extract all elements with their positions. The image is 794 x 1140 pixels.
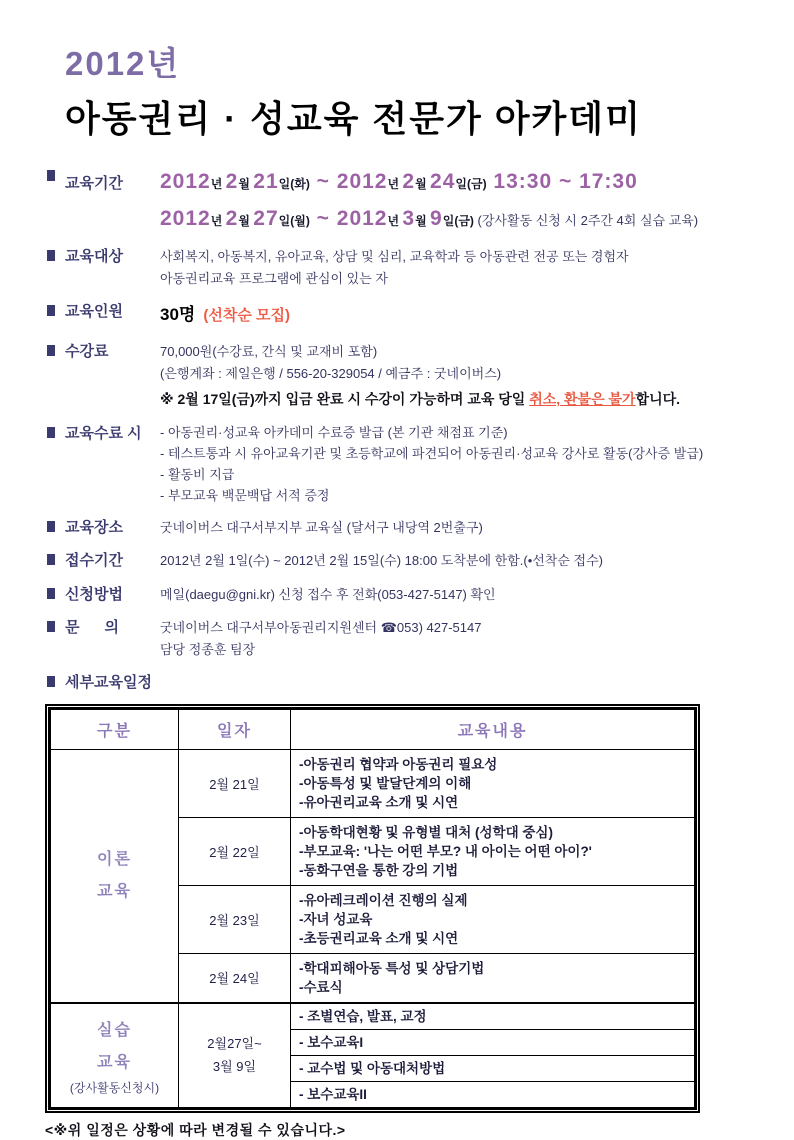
content-line: -학대피해아동 특성 및 상담기법 — [299, 960, 485, 976]
text-segment: 2 — [225, 170, 239, 193]
date-cell: 2월 21일 — [179, 749, 291, 817]
content-line: - 보수교육I — [299, 1034, 364, 1050]
section-inquiry-label: 문 의 — [65, 618, 119, 636]
text-segment: 일(월) — [278, 213, 310, 228]
section-completion-content — [160, 423, 749, 506]
section-place — [45, 517, 749, 539]
section-method-label: 신청방법 — [65, 585, 123, 603]
text-segment: 2012 — [160, 170, 211, 193]
table-row — [51, 749, 695, 817]
text-line: 굿네이버스 대구서부아동권리지원센터 ☎053) 427-5147 — [160, 619, 482, 635]
content-line: -아동특성 및 발달단계의 이해 — [299, 775, 472, 791]
square-bullet-icon — [47, 305, 55, 316]
date-line: 3월 9일 — [212, 1059, 257, 1075]
text-line: 아동권리교육 프로그램에 관심이 있는 자 — [160, 271, 388, 287]
section-target-content — [160, 246, 749, 290]
column-header-category: 구분 — [51, 709, 179, 749]
text-line: - 테스트통과 시 유아교육기관 및 초등학교에 파견되어 아동권리·성교육 강사로 활동(강사증 발급) — [160, 445, 704, 461]
text-segment: 27 — [253, 206, 279, 230]
section-target-label: 교육대상 — [65, 248, 123, 266]
section-target — [45, 246, 749, 290]
text-segment: 년 — [387, 177, 403, 191]
section-apply-period-content: 2012년 2월 1일(수) ~ 2012년 2월 15일(수) 18:00 도착분에 한함.(•선착순 접수) — [160, 553, 603, 569]
content-cell — [291, 1003, 695, 1030]
text-segment: 2012 — [336, 206, 388, 230]
schedule-table-frame — [45, 704, 700, 1113]
fee-notice — [160, 388, 749, 412]
section-inquiry-content — [160, 617, 749, 661]
section-completion-label: 교육수료 시 — [65, 425, 142, 443]
square-bullet-icon — [47, 588, 55, 599]
content-line: -아동권리 협약과 아동권리 필요성 — [299, 756, 498, 772]
text-line: 사회복지, 아동복지, 유아교육, 상담 및 심리, 교육학과 등 아동관련 전공 또는 경험자 — [160, 249, 629, 265]
content-line: - 조별연습, 발표, 교정 — [299, 1008, 427, 1024]
text-segment: ~ — [309, 170, 337, 193]
text-line: - 부모교육 백문백답 서적 증정 — [160, 487, 330, 503]
main-title: 아동권리 · 성교육 전문가 아카데미 — [65, 98, 642, 139]
date-cell: 2월 24일 — [179, 953, 291, 1003]
category-cell — [51, 1003, 179, 1108]
fee-lines — [160, 341, 749, 385]
category-line: 이론 — [97, 850, 132, 868]
text-segment: 년 — [387, 213, 403, 228]
text-segment: 월 — [415, 213, 431, 228]
content-line: - 교수법 및 아동대처방법 — [299, 1060, 446, 1076]
text-segment: 2012 — [160, 206, 211, 230]
period-line-2 — [160, 203, 749, 236]
content-cell — [291, 1055, 695, 1081]
section-method-content: 메일(daegu@gni.kr) 신청 접수 후 전화(053-427-5147) 확인 — [160, 586, 496, 602]
text-line: (은행계좌 : 제일은행 / 556-20-329054 / 예금주 : 굿네이버스) — [160, 366, 502, 382]
category-cell — [51, 749, 179, 1003]
section-fee-label: 수강료 — [65, 343, 109, 361]
text-segment: 2 — [402, 170, 416, 193]
text-line: 70,000원(수강료, 간식 및 교재비 포함) — [160, 344, 378, 360]
capacity-value: 30명 — [160, 305, 196, 325]
text-segment: 년 — [210, 177, 226, 191]
column-header-content: 교육내용 — [291, 709, 695, 749]
schedule-footnote: <※위 일정은 상황에 따라 변경될 수 있습니다.> — [45, 1121, 346, 1138]
category-note: (강사활동신청시) — [69, 1080, 160, 1095]
section-fee — [45, 341, 749, 412]
section-capacity-label: 교육인원 — [65, 303, 123, 321]
content-line: -자녀 성교육 — [299, 911, 373, 927]
text-segment: 월 — [415, 177, 431, 191]
square-bullet-icon — [47, 621, 55, 632]
text-segment: 2 — [225, 206, 239, 230]
text-segment: 2012 — [336, 170, 388, 193]
content-line: -동화구연을 통한 강의 기법 — [299, 862, 459, 878]
content-line: -유아권리교육 소개 및 시연 — [299, 794, 459, 810]
schedule-table-body — [51, 749, 695, 1107]
section-method — [45, 584, 749, 606]
content-line: -유아레크레이션 진행의 실제 — [299, 892, 468, 908]
content-line: -부모교육: '나는 어떤 부모? 내 아이는 어떤 아이?' — [299, 843, 592, 859]
section-place-label: 교육장소 — [65, 519, 123, 537]
capacity-note: (선착순 모집) — [203, 307, 290, 325]
text-line: 담당 정종훈 팀장 — [160, 641, 256, 657]
text-segment: 3 — [402, 206, 416, 230]
text-line: - 아동권리·성교육 아카데미 수료증 발급 (본 기관 채점표 기준) — [160, 425, 508, 441]
content-cell — [291, 885, 695, 953]
section-apply-period — [45, 550, 749, 572]
content-cell — [291, 817, 695, 885]
content-line: - 보수교육II — [299, 1086, 367, 1102]
text-line: - 활동비 지급 — [160, 466, 235, 482]
square-bullet-icon — [47, 554, 55, 565]
text-segment: 24 — [430, 170, 456, 193]
category-line: 실습 — [97, 1021, 132, 1039]
text-segment: (강사활동 신청 시 2주간 4회 실습 교육) — [473, 212, 699, 228]
square-bullet-icon — [47, 676, 55, 687]
text-segment: 일(화) — [278, 177, 310, 191]
section-schedule-heading — [45, 672, 749, 694]
table-header-row — [51, 709, 695, 749]
period-line-1 — [160, 166, 749, 199]
text-segment: 9 — [430, 206, 443, 230]
text-segment: 월 — [238, 177, 254, 191]
square-bullet-icon — [47, 521, 55, 532]
text-segment: ~ — [309, 206, 337, 230]
section-capacity-content — [160, 301, 749, 330]
section-capacity — [45, 301, 749, 330]
text-segment: 21 — [253, 170, 279, 193]
section-apply-period-label: 접수기간 — [65, 552, 123, 570]
title-block — [65, 38, 749, 142]
section-place-content: 굿네이버스 대구서부지부 교육실 (달서구 내당역 2번출구) — [160, 520, 483, 536]
year-title: 2012년 — [65, 45, 181, 82]
content-line: -초등권리교육 소개 및 시연 — [299, 930, 459, 946]
section-period — [45, 166, 749, 235]
schedule-heading-label: 세부교육일정 — [65, 673, 152, 691]
fee-notice-suffix: 합니다. — [635, 391, 681, 408]
content-line: -수료식 — [299, 979, 343, 995]
text-segment: 년 — [210, 213, 226, 228]
square-bullet-icon — [47, 427, 55, 438]
fee-notice-red: 취소, 환불은 불가 — [529, 391, 636, 408]
category-line: 교육 — [97, 1053, 132, 1071]
content-cell — [291, 1029, 695, 1055]
table-row — [51, 1003, 695, 1030]
text-segment: 일(금) — [455, 177, 487, 191]
column-header-date: 일자 — [179, 709, 291, 749]
content-cell — [291, 749, 695, 817]
date-cell: 2월 22일 — [179, 817, 291, 885]
date-cell: 2월 23일 — [179, 885, 291, 953]
content-line: -아동학대현황 및 유형별 대처 (성학대 중심) — [299, 824, 553, 840]
category-line: 교육 — [97, 882, 132, 900]
square-bullet-icon — [47, 170, 55, 181]
square-bullet-icon — [47, 250, 55, 261]
schedule-table — [50, 709, 695, 1108]
text-segment: 13:30 ~ 17:30 — [486, 170, 638, 193]
text-segment: 일(금) — [442, 213, 474, 228]
date-cell — [179, 1003, 291, 1108]
section-inquiry — [45, 617, 749, 661]
text-segment: 월 — [238, 213, 254, 228]
square-bullet-icon — [47, 345, 55, 356]
section-fee-content — [160, 341, 749, 412]
date-line: 2월27일~ — [207, 1035, 262, 1051]
info-list — [45, 166, 749, 694]
section-period-label: 교육기간 — [65, 175, 123, 192]
section-period-content — [160, 166, 749, 235]
section-completion — [45, 423, 749, 506]
content-cell — [291, 953, 695, 1003]
fee-notice-prefix: ※ 2월 17일(금)까지 입금 완료 시 수강이 가능하며 교육 당일 — [160, 391, 530, 408]
content-cell — [291, 1081, 695, 1107]
